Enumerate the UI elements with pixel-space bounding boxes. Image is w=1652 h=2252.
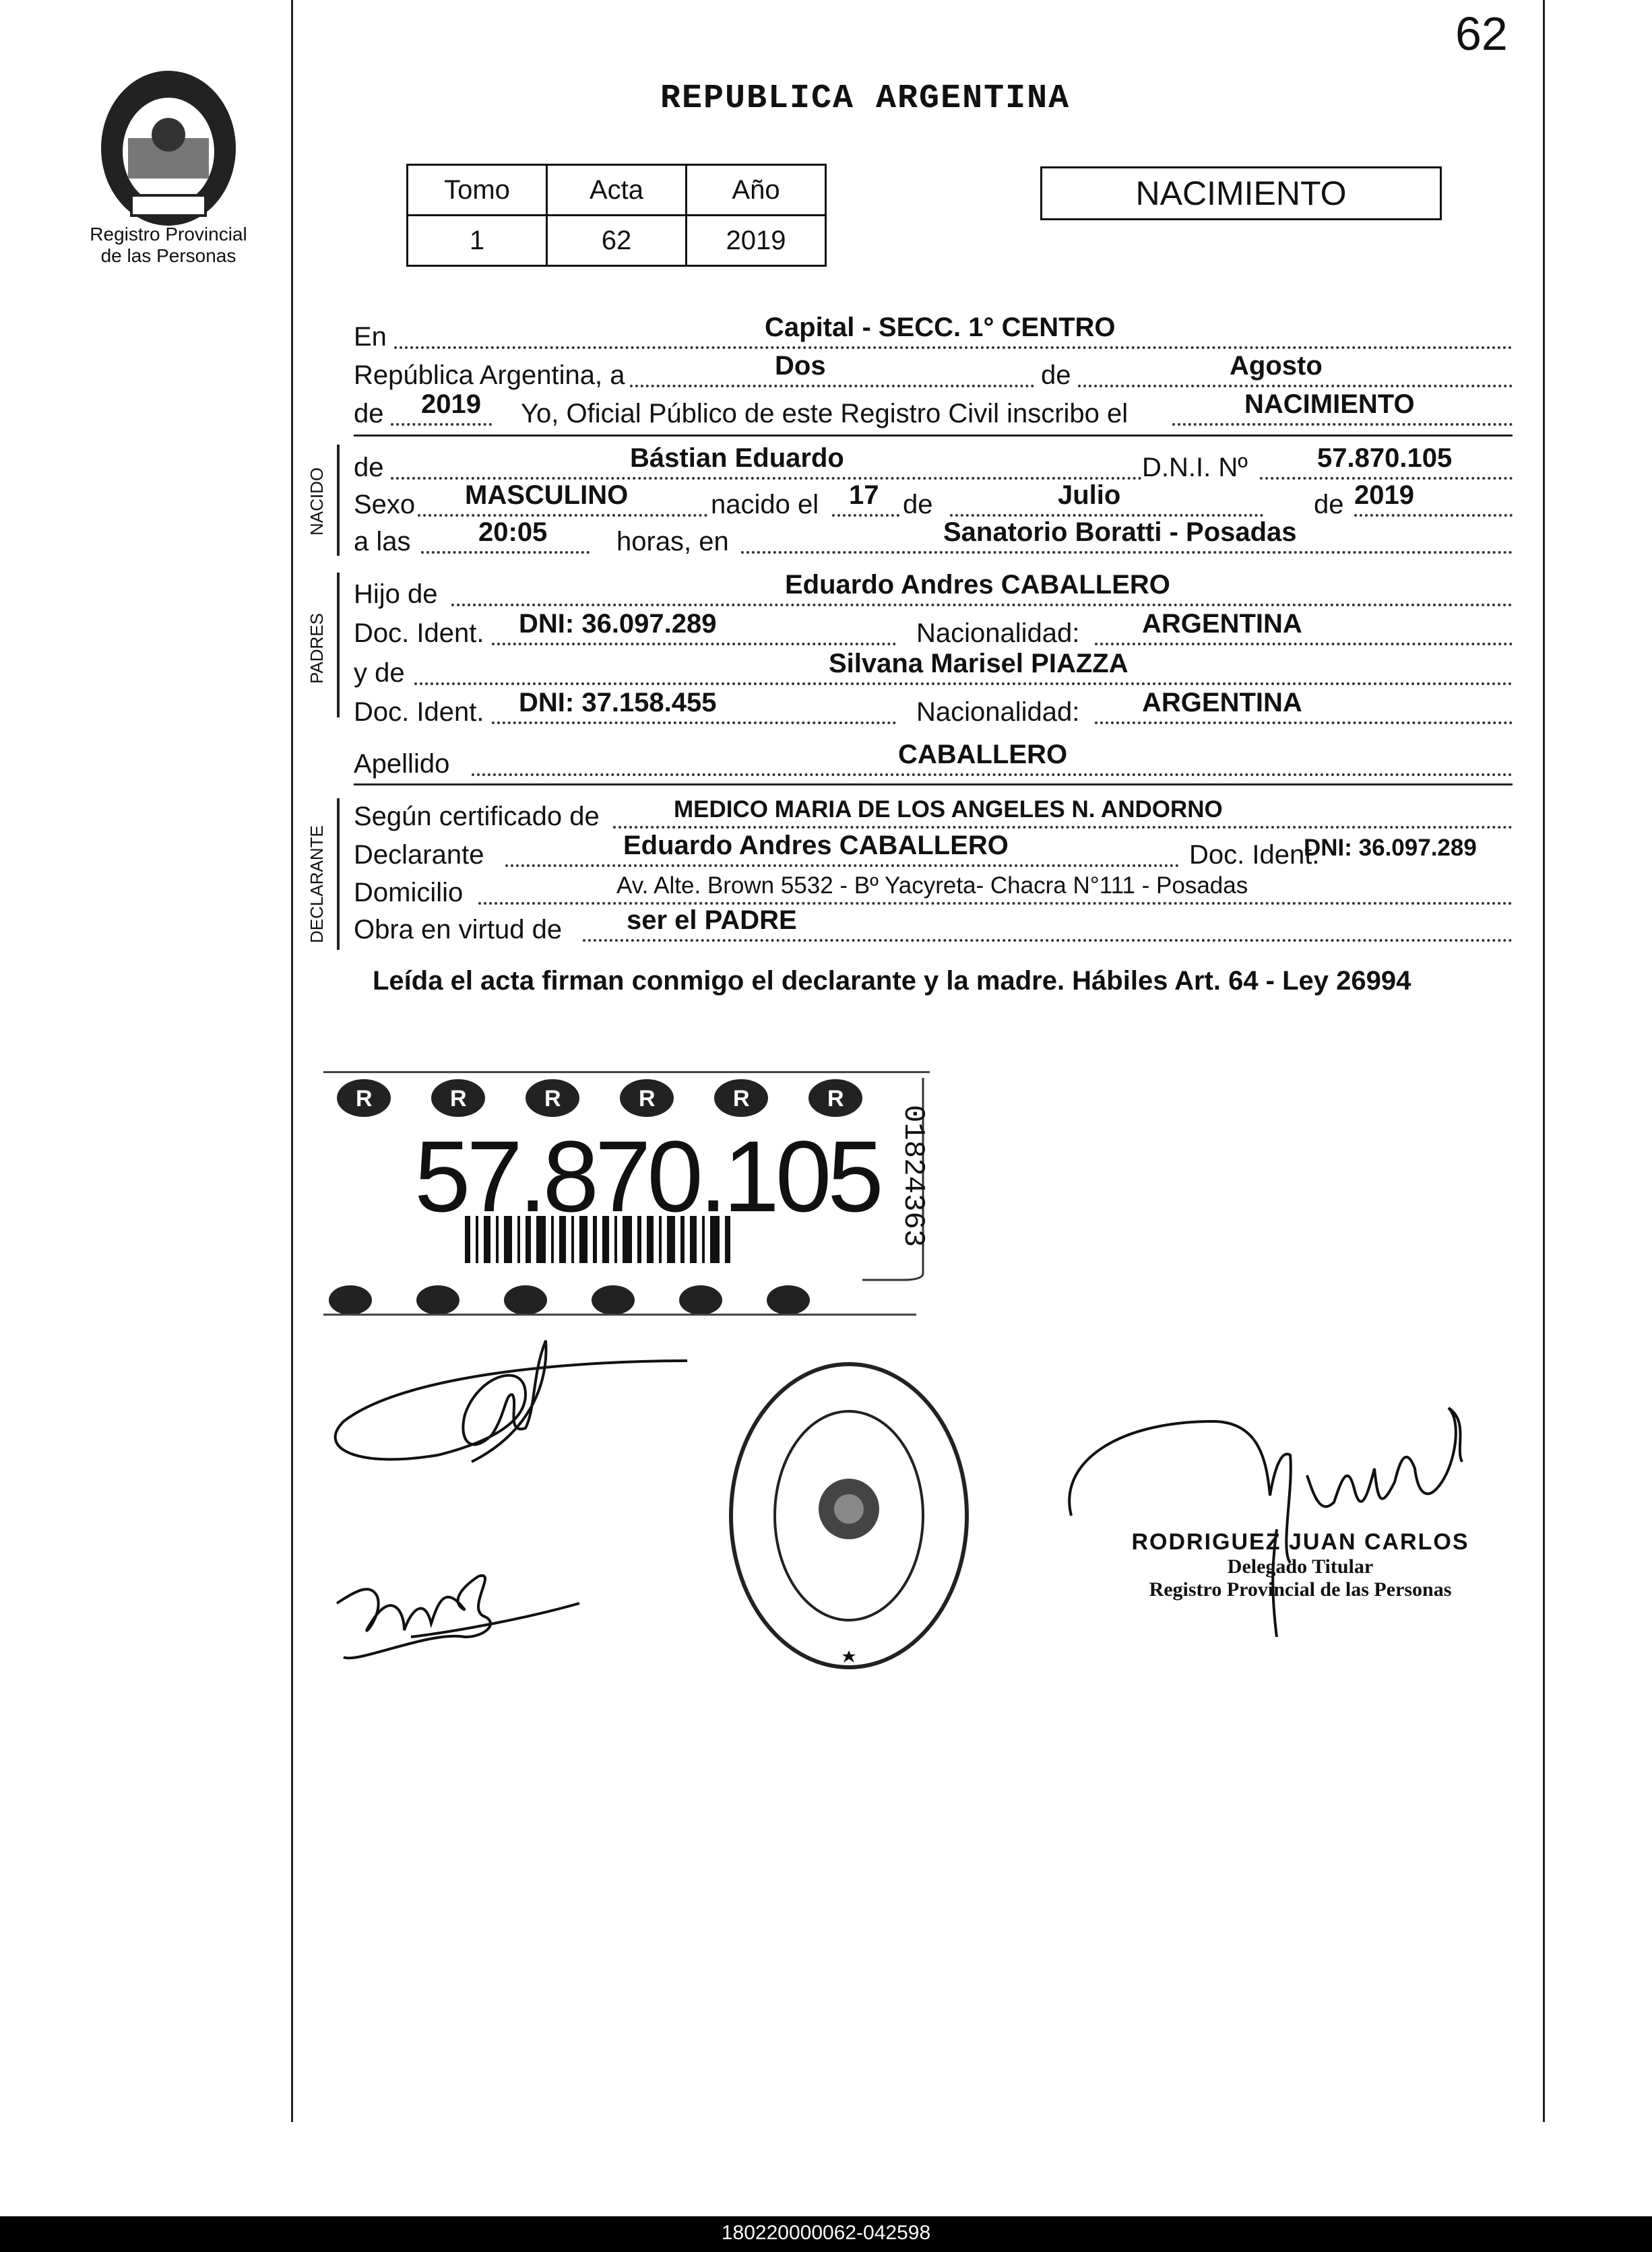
dotted-line [478,902,1513,905]
row-madre-doc [354,688,1513,728]
padre-nac-value: ARGENTINA [1142,609,1302,639]
dia-value: Dos [775,351,826,381]
de-label: de [1041,360,1071,390]
dotted-line [832,514,899,517]
record-type-box: NACIMIENTO [1040,166,1442,220]
sexo-label: Sexo [354,490,416,519]
dotted-line [492,721,896,724]
svg-text:R: R [544,1086,561,1112]
tomo-header: Tomo [408,165,547,216]
dia-nacimiento-value: 17 [849,480,879,510]
officer-block [1125,1529,1475,1601]
declarante-section-label: DECLARANTE [307,825,327,943]
lugar-value: Capital - SECC. 1° CENTRO [765,313,1116,342]
dotted-line [630,385,1034,387]
section-divider [354,435,1513,437]
dotted-line [1260,477,1513,480]
certificado-label: Según certificado de [354,802,600,831]
left-margin-line [291,0,293,2122]
madre-doc-label: Doc. Ident. [354,697,484,727]
de-mes-label: de [903,490,933,519]
record-number-table [406,164,827,267]
row-declarante [354,831,1513,871]
svg-text:R: R [827,1086,844,1112]
row-domicilio [354,872,1513,909]
mother-signature-icon [330,1549,586,1671]
certificado-value: MEDICO MARIA DE LOS ANGELES N. ANDORNO [674,796,1223,823]
officer-role: Delegado Titular [1227,1555,1374,1578]
dotted-line [583,939,1513,942]
hecho-value: NACIMIENTO [1244,389,1415,419]
row-certificado [354,796,1513,833]
dotted-line [1354,514,1513,517]
alas-label: a las [354,527,411,556]
nacido-bracket [337,445,340,556]
declarante-label: Declarante [354,840,484,870]
nombre-value: Bástian Eduardo [630,443,844,473]
en-label: En [354,322,387,352]
row-nombre [354,443,1513,484]
madre-nac-label: Nacionalidad: [916,697,1080,727]
dotted-line [451,604,1513,606]
row-madre [354,649,1513,689]
dotted-line [1095,643,1513,645]
madre-doc-value: DNI: 37.158.455 [519,688,717,717]
madre-nac-value: ARGENTINA [1142,688,1302,717]
acta-value: 62 [547,216,687,266]
dotted-line [741,551,1513,554]
sexo-value: MASCULINO [465,480,629,510]
acta-header: Acta [547,165,687,216]
apellido-label: Apellido [354,749,450,779]
row-obra [354,905,1513,946]
svg-text:R: R [639,1086,656,1112]
declarante-doc-label: Doc. Ident. [1189,840,1320,870]
sticker-serial-number: 01824363 [896,1105,930,1248]
row-republica [354,351,1513,391]
dotted-line [492,643,896,645]
section-divider [354,783,1513,785]
officer-signature-icon [1038,1381,1509,1650]
dotted-line [1078,385,1513,387]
padre-doc-label: Doc. Ident. [354,618,484,648]
de2-label: de [354,399,384,428]
row-sexo [354,480,1513,521]
tomo-value: 1 [408,216,547,266]
padres-section-label: PADRES [307,613,327,684]
padre-doc-value: DNI: 36.097.289 [519,609,717,639]
row-padre [354,570,1513,610]
y-de-label: y de [354,658,405,688]
agency-line-2: de las Personas [100,245,236,266]
obra-label: Obra en virtud de [354,915,563,944]
anio-value: 2019 [687,216,826,266]
obra-value: ser el PADRE [627,905,797,935]
svg-text:R: R [450,1086,467,1112]
domicilio-label: Domicilio [354,878,464,907]
hijo-de-label: Hijo de [354,579,438,609]
footer-document-code: 180220000062-042598 [721,2222,931,2244]
closing-statement: Leída el acta firman conmigo el declarante y la madre. Hábiles Art. 64 - Ley 26994 [373,966,1411,996]
row-padre-doc [354,609,1513,649]
dni-value: 57.870.105 [1317,443,1453,473]
dotted-line [950,514,1263,517]
svg-text:R: R [733,1086,750,1112]
anio-header: Año [687,165,826,216]
dotted-line [418,514,707,517]
declarante-bracket [337,798,340,950]
row-apellido [354,740,1513,780]
row-hora [354,517,1513,558]
anio-intro-value: 2019 [421,389,481,419]
sticker-dni-number: 57.870.105 [414,1120,880,1233]
nacido-section-label: NACIDO [307,467,327,536]
declarante-doc-value: DNI: 36.097.289 [1304,835,1477,861]
horas-en-label: horas, en [616,527,729,556]
dotted-line [394,346,1513,349]
officer-office: Registro Provincial de las Personas [1149,1578,1452,1601]
official-seal-icon [721,1354,977,1677]
agency-caption [67,224,269,267]
declarante-value: Eduardo Andres CABALLERO [623,831,1009,860]
republica-label: República Argentina, a [354,360,625,390]
province-emblem-icon [91,64,246,232]
padres-bracket [337,573,340,717]
dotted-line [414,682,1513,685]
document-title: REPUBLICA ARGENTINA [660,79,1071,118]
dotted-line [505,864,1179,867]
dotted-line [1172,423,1513,426]
domicilio-value: Av. Alte. Brown 5532 - Bº Yacyreta- Chacra N°111 - Posadas [616,872,1248,899]
svg-text:R: R [356,1086,373,1112]
anio-nacimiento-value: 2019 [1354,480,1414,510]
padre-nac-label: Nacionalidad: [916,618,1080,648]
padre-nombre-value: Eduardo Andres CABALLERO [785,570,1170,600]
dni-label: D.N.I. Nº [1142,453,1248,482]
dotted-line [391,477,1142,480]
apellido-value: CABALLERO [898,740,1068,769]
declarant-signature-icon [303,1334,701,1509]
de-nombre-label: de [354,453,384,482]
right-margin-line [1543,0,1545,2122]
de-anio-label: de [1314,490,1344,519]
lugar-nacimiento-value: Sanatorio Boratti - Posadas [943,517,1297,547]
yo-label: Yo, Oficial Público de este Registro Civil inscribo el [521,399,1129,428]
officer-name: RODRIGUEZ JUAN CARLOS [1131,1529,1469,1555]
mes-nacimiento-value: Julio [1058,480,1121,510]
agency-line-1: Registro Provincial [90,224,247,245]
dotted-line [613,826,1513,829]
row-en [354,313,1513,353]
mes-value: Agosto [1230,351,1323,381]
dotted-line [472,773,1513,776]
page-number: 62 [1455,7,1508,60]
row-inscripcion [354,389,1513,430]
dotted-line [1095,721,1513,724]
dotted-line [391,423,492,426]
hora-value: 20:05 [478,517,548,547]
nacido-el-label: nacido el [711,490,819,519]
madre-nombre-value: Silvana Marisel PIAZZA [829,649,1129,678]
dotted-line [421,551,590,554]
